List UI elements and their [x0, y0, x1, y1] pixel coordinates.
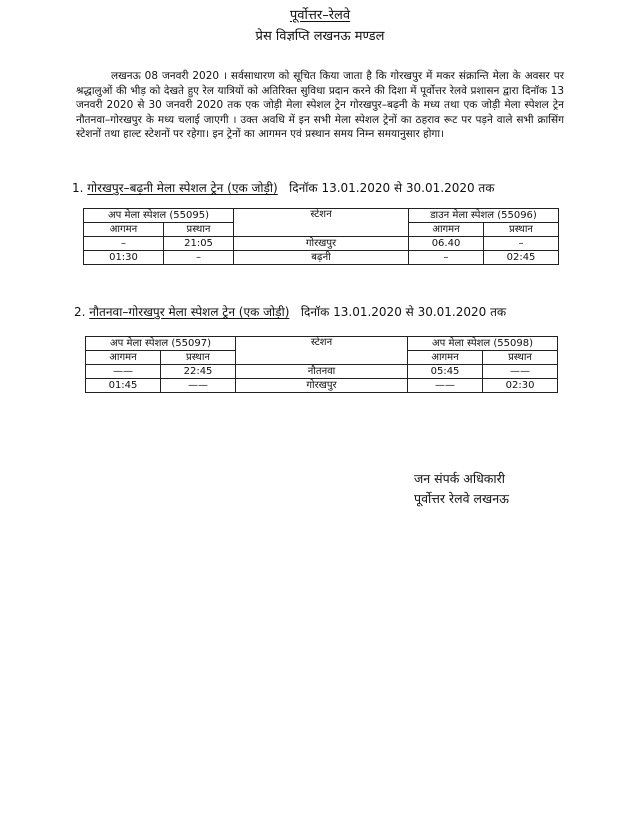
- up-arrival-cell: ——: [86, 365, 161, 379]
- up-departure-cell: 21:05: [164, 237, 234, 251]
- down-arrival-cell: ——: [408, 379, 483, 393]
- departure-header: प्रस्थान: [164, 223, 234, 237]
- intro-paragraph: लखनऊ 08 जनवरी 2020 । सर्वसाधारण को सूचित किया जाता है कि गोरखपुर में मकर संक्रान्ति मेला के अवसर पर श्रद्धालुओं की भीड़ को देखते हुए रेल यात्रियों को अतिरिक्त सुविधा प्रदान करने की दिशा में पूर्वोत्तर रेलवे प्रशासन द्वारा दिनॉक 13 जनवरी 2020 से 30 जनवरी 2020 तक एक जोड़ी मेला स्पेशल ट्रेन गोरखपुर–बढ़नी के मध्य तथा एक जोड़ी मेला स्पेशल ट्रेन नौतनवा–गोरखपुर के मध्य चलाई जाएगी । उक्त अवधि में इन सभी मेला स्पेशल ट्रेनों का ठहराव रूट पर पड़ने वाले सभी क्रासिंग स्टेशनों तथा हाल्ट स्टेशनों पर रहेगा। इन ट्रेनों का आगमन एवं प्रस्थान समय निम्न समयानुसार होगा।: [76, 70, 564, 140]
- down-arrival-cell: –: [409, 251, 484, 265]
- arrival-header: आगमन: [84, 223, 164, 237]
- station-header: स्टेशन: [236, 337, 408, 365]
- station-cell: गोरखपुर: [236, 379, 408, 393]
- section-2-heading: [74, 303, 506, 320]
- down-arrival-cell: 06.40: [409, 237, 484, 251]
- departure-header: प्रस्थान: [161, 351, 236, 365]
- up-train-header: अप मेला स्पेशल (55095): [84, 209, 234, 223]
- departure-header: प्रस्थान: [484, 223, 559, 237]
- down-train-header: अप मेला स्पेशल (55098): [408, 337, 558, 351]
- signature-designation: जन संपर्क अधिकारी: [414, 471, 505, 486]
- section-2-dates: दिनॉक 13.01.2020 से 30.01.2020 तक: [300, 305, 507, 319]
- table-row: [84, 251, 559, 265]
- up-train-header: अप मेला स्पेशल (55097): [86, 337, 236, 351]
- section-1-heading: [72, 179, 494, 196]
- arrival-header: आगमन: [408, 351, 483, 365]
- down-departure-cell: ——: [483, 365, 558, 379]
- down-departure-cell: 02:30: [483, 379, 558, 393]
- down-arrival-cell: 05:45: [408, 365, 483, 379]
- section-2-name: नौतनवा–गोरखपुर मेला स्पेशल ट्रेन (एक जोड़ी): [89, 305, 290, 319]
- section-1-dates: दिनॉक 13.01.2020 से 30.01.2020 तक: [289, 181, 495, 195]
- section-2-timetable: [85, 336, 558, 393]
- station-cell: गोरखपुर: [234, 237, 409, 251]
- table-row: [86, 379, 558, 393]
- signature-office: पूर्वोत्तर रेलवे लखनऊ: [414, 491, 509, 506]
- arrival-header: आगमन: [409, 223, 484, 237]
- up-departure-cell: ——: [161, 379, 236, 393]
- up-departure-cell: –: [164, 251, 234, 265]
- arrival-header: आगमन: [86, 351, 161, 365]
- press-release-subtitle: प्रेस विज्ञप्ति लखनऊ मण्डल: [255, 29, 385, 44]
- station-cell: नौतनवा: [236, 365, 408, 379]
- section-1-timetable: [83, 208, 559, 265]
- section-1-name: गोरखपुर–बढ़नी मेला स्पेशल ट्रेन (एक जोड़ी): [87, 181, 278, 195]
- table-row: [84, 237, 559, 251]
- section-2-number: 2.: [74, 305, 86, 319]
- down-departure-cell: –: [484, 237, 559, 251]
- down-train-header: डाउन मेला स्पेशल (55096): [409, 209, 559, 223]
- up-departure-cell: 22:45: [161, 365, 236, 379]
- up-arrival-cell: 01:30: [84, 251, 164, 265]
- section-1-number: 1.: [72, 181, 84, 195]
- departure-header: प्रस्थान: [483, 351, 558, 365]
- station-header: स्टेशन: [234, 209, 409, 237]
- up-arrival-cell: –: [84, 237, 164, 251]
- down-departure-cell: 02:45: [484, 251, 559, 265]
- table-row: [86, 365, 558, 379]
- up-arrival-cell: 01:45: [86, 379, 161, 393]
- station-cell: बढ़नी: [234, 251, 409, 265]
- press-release-title: पूर्वोत्तर–रेलवे: [289, 8, 351, 23]
